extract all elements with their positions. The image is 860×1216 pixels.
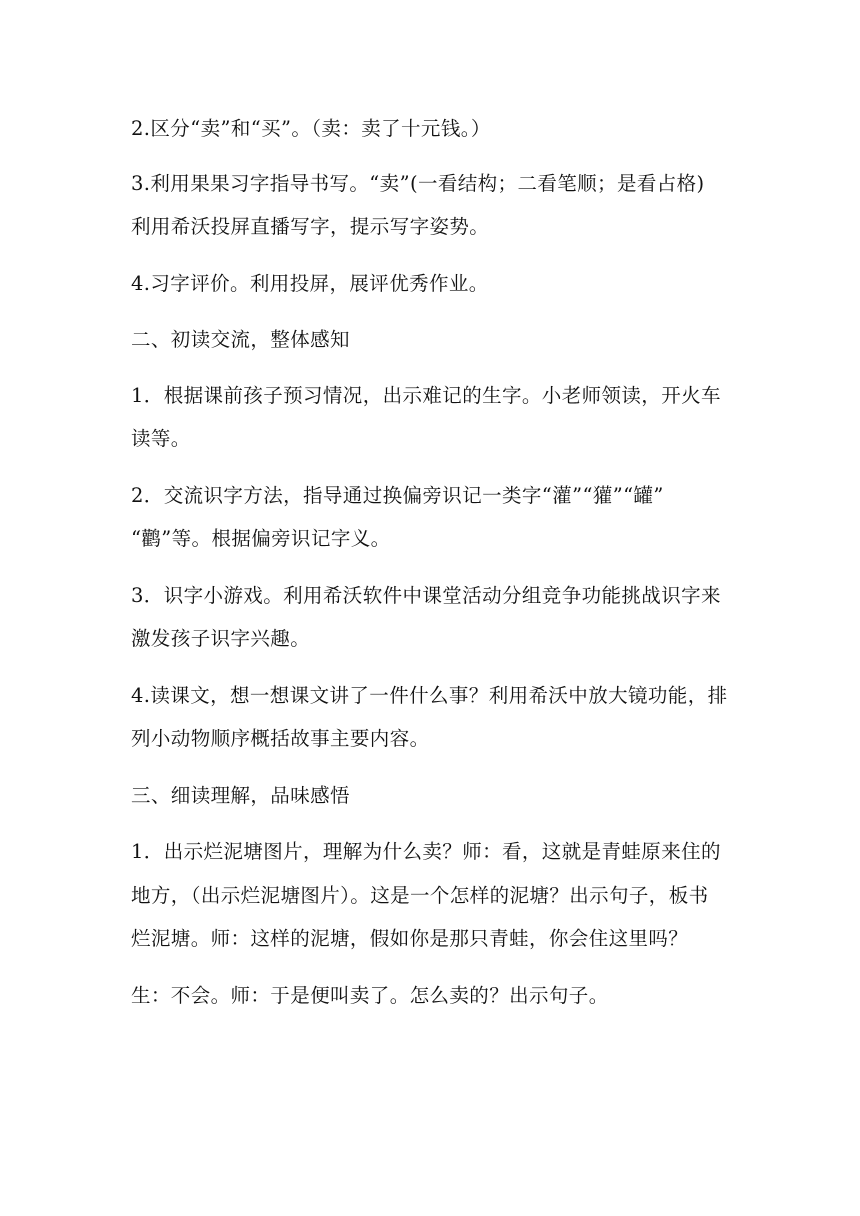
paragraph-line: 1．出示烂泥塘图片，理解为什么卖？师：看，这就是青蛙原来住的 xyxy=(131,840,721,863)
paragraph-line: 地方，（出示烂泥塘图片）。这是一个怎样的泥塘？出示句子，板书 xyxy=(131,884,709,907)
paragraph-line: 利用希沃投屏直播写字，提示写字姿势。 xyxy=(131,215,490,238)
paragraph-line: 3．识字小游戏。利用希沃软件中课堂活动分组竞争功能挑战识字来 xyxy=(131,584,721,607)
paragraph-line: 3.利用果果习字指导书写。“卖”(一看结构；二看笔顺；是看占格) xyxy=(131,172,705,195)
paragraph-line: 烂泥塘。师：这样的泥塘，假如你是那只青蛙，你会住这里吗？ xyxy=(131,927,689,950)
paragraph-line: 1．根据课前孩子预习情况，出示难记的生字。小老师领读，开火车 xyxy=(131,384,721,407)
paragraph-line: 激发孩子识字兴趣。 xyxy=(131,627,311,650)
paragraph-line: 2．交流识字方法，指导通过换偏旁识记一类字“灌”“獾”“罐” xyxy=(131,484,664,507)
paragraph-line: 4.习字评价。利用投屏，展评优秀作业。 xyxy=(131,272,489,295)
paragraph-line: 生：不会。师：于是便叫卖了。怎么卖的？出示句子。 xyxy=(131,984,609,1007)
paragraph-line: 读等。 xyxy=(131,427,191,450)
paragraph-line: 4.读课文，想一想课文讲了一件什么事？利用希沃中放大镜功能，排 xyxy=(131,684,728,707)
paragraph-line: 2.区分“卖”和“买”。（卖：卖了十元钱。） xyxy=(131,117,491,140)
paragraph-line: “鹳”等。根据偏旁识记字义。 xyxy=(131,527,391,550)
paragraph-line: 列小动物顺序概括故事主要内容。 xyxy=(131,727,430,750)
section-heading: 二、初读交流，整体感知 xyxy=(131,328,350,351)
section-heading: 三、细读理解，品味感悟 xyxy=(131,784,350,807)
